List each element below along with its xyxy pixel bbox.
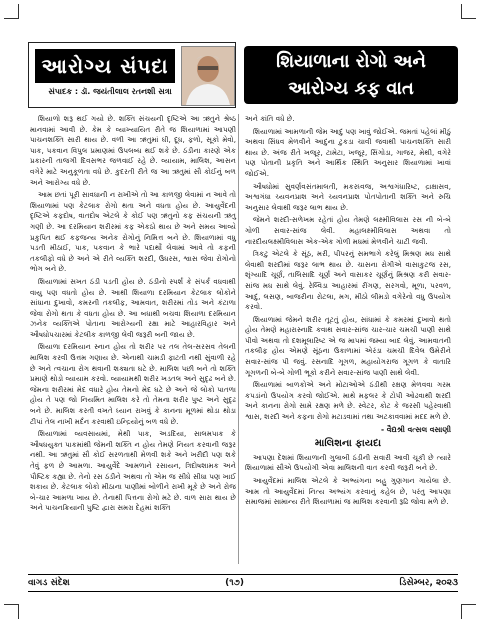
article-signature: - વૈદ્યશ્રી વત્સલ વસાણી: [380, 424, 451, 434]
section-heading: માલિશના ફાયદા: [314, 438, 382, 450]
right-column: [245, 114, 451, 510]
paragraph: આમ છતાં પૂરી સાવધાની ન રાખીએ તો આ કાળજી લેવામાં ન આવે તો શિયાળામાં પણ કેટલાક રોગો થતા અને વધતા હોય છે. આયુર્વેદની દૃષ્ટિએ કફદોષ, વાતદોષ એટલે કે કોઈ પણ ઋતુનો કફ સંચયની ઋતુ ગણી છે. આ દરમિયાન શરીરમાં કફ એકઠો થાય છે અને સમય આવ્યે પ્રકુપિત થઈ કફજન્ય અનેક રોગોનું નિમિત્ત બને છે. શિયાળામાં વધુ પડતી મીઠાઈ, પાક, પકવાન કે ભારે પદાર્થો લેવામાં આવે તો કફની તકલીફો વધે છે અને એ રીતે વ્યક્તિ શરદી, ઉધરસ, શ્વાસ જેવા રોગોનો ભોગ બને છે.: [30, 190, 236, 274]
crop-mark-bottom-left: [4, 604, 19, 619]
page-footer: [28, 574, 458, 592]
paragraph: શિયાળામાં જેમને શરીર તૂટતું હોય, સાંધામાં કે કમરમાં દુખાવો થતો હોય તેમણે મહારાસ્નાદિ કવાથ સવાર-સાંજ ચાર-ચાર ચમચી પાણી સાથે પીવો અથવા તો દશમૂલારિષ્ટ એ જ માપમાં જમ્યા બાદ લેવું. આમવાતની તકલીફ હોય એમણે સૂંઠના ઉકાળામાં એરંડા ચમચી દિવેલ ઉમેરીને સવાર-સાંજ પી જવું. રસનાદિ ગૂગળ, મહાયોગરાજ ગૂગળ કે વાતારિ ગૂગળની બે-બે ગોળી ભૂકો કરીને સવાર-સાંજ પાણી સાથે લેવી.: [245, 314, 451, 377]
page-number: (૧૭): [225, 578, 245, 588]
paragraph: શિયાળામાં વ્યવસાયમાં, મેથી પાક, અડદિયા, સાલમપાક કે ઔષધયુક્ત પાકમાંથી જેમની શક્તિ ન હોય તેમણે નિયત કરવાની જરૂર નથી. આ ઋતુમાં સૌ કોઈ સરળતાથી મેળવી શકે અને ખરીદી પણ શકે તેવું ફળ છે આમળા. આયુર્વેદે આમળાને રસાયન, ત્રિદોષશામક અને પૌષ્ટિક કહ્યા છે. તેનો રસ ઠંડીને અથવા તો એમ જ સીધે સીધા પણ ખાઈ શકાય છે. કેટલાક લોકો મીઠાના પાણીમાં બોળીને રાખી મૂકે છે અને રોજ બે-ચાર આમળા ખાય છે. તેનાથી પિત્તના રોગો મટે છે. વાળ સારા થાય છે અને પાચનક્રિયાની પુષ્ટિ દ્વારા સમગ્ર દેહમાં શક્તિ: [30, 429, 236, 513]
column-banner: [28, 42, 236, 108]
paragraph: શિયાળામાં બાળકોએ અને મોટાઓએ ઠંડીથી રક્ષણ મેળવવા ગરમ કપડાંનો ઉપયોગ કરવો જોઈએ. માથે મફલર કે ટોપી ઓઢવાથી શરદી અને કાનના રોગો સામે રક્ષણ મળે છે. સ્વેટર, કોટ કે જરસી પહેરવાથી શ્વાસ, શરદી અને કફના રોગો મટાડવામાં તથા અટકાવવામાં મદદ મળે છે.: [245, 380, 451, 422]
author-line: સંપાદક : ડૉ. જયંતીલાલ રતનશી સત્રા: [48, 87, 172, 96]
crop-mark-top-left: [4, 4, 19, 19]
paragraph: જેમને શરદી-સળેખમ રહેતાં હોય તેમણે લક્ષ્મીવિલાસ રસ ની બે-બે ગોળી સવાર-સાંજ લેવી. મહાલક્ષ્મીવિલાસ અથવા તો નારદીયલક્ષ્મીવિલાસ એક-એક ગોળી મધમાં મેળવીને ચાટી જવી.: [245, 215, 451, 246]
author-portrait-icon: [182, 47, 234, 105]
paragraph: આપણા દેશમાં શિયાળાની ગુલાબી ઠંડીની સવારી આવી ચૂકી છે ત્યારે શિયાળામાં સૌએ ઉપયોગી એવા માલિશની વાત કરવી જરૂરી બને છે.: [245, 452, 451, 473]
crop-mark-top-right: [461, 4, 476, 19]
paragraph: આયુર્વેદમાં માલિશ એટલે કે અભ્યંગના બહુ ગુણગાન ગાયેલા છે. આમ તો આયુર્વેદમાં નિત્ય અભ્યંગ કરવાનું કહેલ છે, પરંતુ આપણા સમાજમાં સામાન્ય રીતે શિયાળામાં જ માલિશ કરવાની રૂઢિ જોવા મળે છે.: [245, 476, 451, 507]
paragraph: શિયાળામાં આમળાની જેમ આદું પણ ખાવું જોઈએ. જમતાં પહેલાં મીઠું અથવા સિંધવ મેળવીને આદુંના ટુકડા ચાવી જવાથી પાચનશક્તિ સારી થાય છે. અંજ રીતે ખજૂર, ટામેટા, ખજૂર, સિંગોડા, ગાજર, મેથી, વગેરે પણ પોતાની પ્રકૃતિ અને આર્થિક સ્થિતિ અનુસાર શિયાળામાં ખાવાં જોઈએ.: [245, 126, 451, 178]
article-title-line2: આરોગ્ય કફ વાત: [288, 78, 414, 99]
paragraph: ત્રિકટુ એટલે કે સૂંઠ, મરી, પીપરનું સમભાગે કરેલું મિશ્રણ મધ સાથે લેવાથી શરદીમાં જરૂર લાભ થાય છે. ચાસના રોગીએ વાસાકુટજ રસ, શૃંગ્યાદિ ચૂર્ણ, તાલિસાદિ ચૂર્ણ અને વાસાકર ચૂર્ણનું મિશ્રણ કરી સવાર-સાંજ મધ સાથે લેવું. રેલ્વિડા આહારમાં રીંગણ, સરગવો, મૂળા, પરવળ, આદું, લસણ, બાજરીના રોટલા, મગ, મીઠો લીમડો વગેરેનો વધુ ઉપયોગ કરવો.: [245, 249, 451, 312]
article-title-line1: શિયાળાના રોગો અને: [276, 51, 426, 72]
paragraph: ઔષધોમાં સુવર્ણવસંતમાલતી, મકરધ્વજ, અશ્વગંધારિષ્ટ, દ્રાક્ષાસવ, અશ્વગંધા ચ્યવનપ્રાશ અને ચ્યવનપ્રાશ પોતપોતાની શક્તિ અને રુચિ અનુસાર લેવાથી જરૂર લાભ થાય છે.: [245, 181, 451, 212]
paragraph: શિયાળા દરમિયાન સ્નાન હોય તો શરીર પર તલ તેલ-સરસવ તેલની માલિશ કરવી ઉત્તમ ગણાય છે. એનાથી ચામડી ફાટતી નથી સુંવાળી રહે છે અને ત્વચાના રોગ થવાની શક્યતા ઘટે છે. માલિશ પછી બને તો શક્તિ પ્રમાણે થોડો વ્યાયામ કરવો. વ્યાયામથી શરીર ખડતલ અને સુદૃઢ બને છે. જેમના શરીરમાં મેદ વધારે હોય તેમનો મેદ ઘટે છે અને જે લોકો પાતળા હોય તે પણ જો નિયમિત માલિશ કરે તો તેમના શરીર પુષ્ટ અને સુદૃઢ બને છે. માલિશ કરતી વખતે ધ્યાન રાખવું કે કાનના મૂળમાં થોડા થોડા ટીપાં તેલ નાખી મર્દન કરવાથી ઇન્દ્રિયોનું બળ વધે છે.: [30, 342, 236, 426]
magazine-name: વાગડ સંદેશ: [28, 578, 70, 588]
issue-date: ડિસેમ્બર, ૨૦૨૩: [399, 578, 458, 588]
crop-mark-bottom-right: [461, 604, 476, 619]
column-divider: [238, 114, 239, 564]
article-title-banner: [244, 46, 458, 104]
article-header: [28, 42, 458, 108]
paragraph-continuation: અને કાંતિ વધે છે.: [245, 114, 295, 123]
column-title: આરોગ્ય સંપદા: [35, 49, 175, 83]
paragraph: શિયાળામાં સખત ઠંડી પડતી હોય છે. ઠંડીનો સ્પર્શ કે સંપર્ક વધવાથી વાયુ પણ વધતો હોય છે. આથી શિયાળા દરમિયાન કેટલાક લોકોને સાંધાના દુખાવો, કમરની તકલીફ, આમવાત, શરીરમાં તોડ અને કંટાળા જેવા રોગો થતા કે વધતા હોય છે. આ બધાથી બચવા શિયાળા દરમિયાન ઝનેક વ્યક્તિએ પોતાના આરોગ્યની રક્ષા માટે આહારવિહાર અને ઔષધોપચારમાં કેટલીક કાળજી લેવી જરૂરી બની જાય છે.: [30, 276, 236, 339]
paragraph: શિયાળો શરૂ થઈ ગયો છે. શક્તિ સંચયની દૃષ્ટિએ આ ઋતુને શ્રેષ્ઠ માનવામાં આવી છે. કેમ કે વ્યાખ્યાયિત રીતે જ શિયાળામાં આપણી પાચનશક્તિ સારી થાય છે. વળી આ ઋતુમાં ઘી, દૂધ, ફળો, સૂકો મેવો, પાક, પકવાન વિપુલ પ્રમાણમાં ઉપલબ્ધ થઈ શકે છે. ઠંડીના કારણે એક પ્રકારની તાજગી દિવસભર જળવાઈ રહે છે. વ્યાયામ, માલિશ, આસન વગેરે માટે અનુકૂળતા વધે છે. કુદરતી રીતે જ આ ઋતુમાં સૌ કોઈનું બળ અને આરોગ્ય વધે છે.: [30, 114, 236, 187]
author-photo: [181, 46, 235, 106]
left-column: [30, 114, 236, 516]
